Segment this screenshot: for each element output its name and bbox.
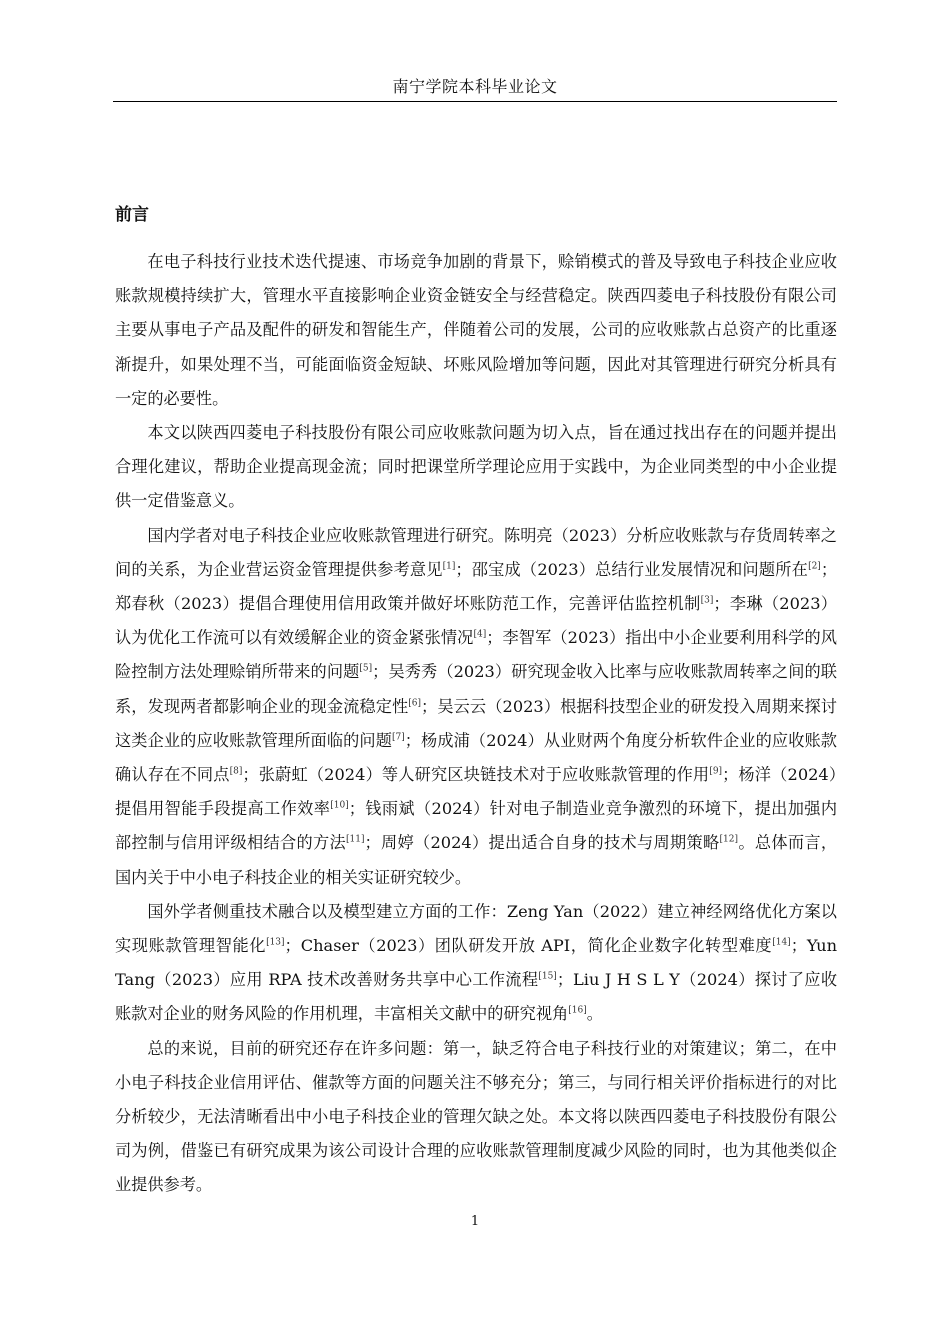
paragraph-text: ；李琳（2023）认为优化工作流可以有效缓解企业的资金紧张情况	[115, 594, 837, 648]
paragraph-text: 本文以陕西四菱电子科技股份有限公司应收账款问题为切入点，旨在通过找出存在的问题并提出合理化建议，帮助企业提高现金流；同时把课堂所学理论应用于实践中，为企业同类型的中小企业提供一定借鉴意义。	[115, 423, 837, 511]
citation-ref: [14]	[772, 937, 791, 948]
citation-ref: [13]	[266, 937, 285, 948]
citation-ref: [4]	[473, 629, 487, 640]
paragraph-text: 国内学者对电子科技企业应收账款管理进行研究。陈明亮（2023）分析应收账款与存货周转率之间的关系，为企业营运资金管理提供参考意见	[115, 525, 837, 579]
page-number: 1	[470, 1214, 480, 1229]
running-header: 南宁学院本科毕业论文	[392, 77, 558, 96]
paragraph-text: ；杨洋（2024）提倡用智能手段提高工作效率	[115, 765, 838, 819]
paragraph-text: 在电子科技行业技术迭代提速、市场竞争加剧的背景下，赊销模式的普及导致电子科技企业应收账款规模持续扩大，管理水平直接影响企业资金链安全与经营稳定。陕西四菱电子科技股份有限公司主要从事电子产品及配件的研发和智能生产，伴随着公司的发展，公司的应收账款占总资产的比重逐渐提升，如果处理不当，可能面临资金短缺、坏账风险增加等问题，因此对其管理进行研究分析具有一定的必要性。	[115, 252, 837, 408]
citation-ref: [3]	[700, 595, 714, 606]
paragraph	[115, 895, 837, 1032]
paragraph-text: 总的来说，目前的研究还存在许多问题：第一，缺乏符合电子科技行业的对策建议；第二，在中小电子科技企业信用评估、催款等方面的问题关注不够充分；第三，与同行相关评价指标进行的对比分析较少，无法清晰看出中小电子科技企业的管理欠缺之处。本文将以陕西四菱电子科技股份有限公司为例，借鉴已有研究成果为该公司设计合理的应收账款管理制度减少风险的同时，也为其他类似企业提供参考。	[115, 1038, 837, 1195]
paragraph-text: 。	[586, 1004, 603, 1024]
paragraph	[115, 245, 837, 416]
paragraph	[115, 1032, 837, 1203]
paragraph-text: ；张蔚虹（2024）等人研究区块链技术对于应收账款管理的作用	[242, 765, 710, 785]
citation-ref: [2]	[808, 561, 821, 572]
paragraph-text: ；吴秀秀（2023）研究现金收入比率与应收账款周转率之间的联系，发现两者都影响企业的现金流稳定性	[115, 662, 837, 716]
header-rule	[113, 101, 837, 102]
citation-ref: [9]	[709, 766, 723, 777]
paragraph-text: ；Liu J H S L Y（2024）探讨了应收账款对企业的财务风险的作用机理，丰富相关文献中的研究视角	[115, 970, 837, 1024]
citation-ref: [10]	[330, 800, 349, 811]
citation-ref: [5]	[359, 664, 373, 675]
paragraph-text: ；Yun Tang（2023）应用 RPA 技术改善财务共享中心工作流程	[115, 936, 838, 990]
citation-ref: [16]	[568, 1006, 587, 1017]
paragraph-text: 国外学者侧重技术融合以及模型建立方面的工作：Zeng Yan（2022）建立神经网络优化方案以实现账款管理智能化	[115, 901, 837, 956]
citation-ref: [12]	[719, 835, 738, 846]
paragraph-text: ；邵宝成（2023）总结行业发展情况和问题所在	[455, 559, 809, 579]
section-title: 前言	[115, 205, 149, 225]
paragraph-text: ；周婷（2024）提出适合自身的技术与周期策略	[364, 833, 720, 853]
citation-ref: [11]	[346, 835, 365, 846]
paragraph	[115, 519, 837, 895]
paragraph-text: ；钱雨斌（2024）针对电子制造业竞争激烈的环境下，提出加强内部控制与信用评级相结合的方法	[115, 799, 838, 853]
paragraph	[115, 416, 837, 519]
paragraph-text: ；吴云云（2023）根据科技型企业的研发投入周期来探讨这类企业的应收账款管理所面临的问题	[115, 696, 837, 750]
paragraph-text: ；杨成浦（2024）从业财两个角度分析软件企业的应收账款确认存在不同点	[115, 730, 837, 785]
citation-ref: [6]	[408, 698, 422, 709]
citation-ref: [15]	[538, 971, 557, 982]
body-text	[115, 245, 837, 1203]
citation-ref: [1]	[442, 561, 456, 572]
citation-ref: [8]	[229, 766, 243, 777]
paragraph-text: ；李智军（2023）指出中小企业要利用科学的风险控制方法处理赊销所带来的问题	[115, 628, 837, 682]
paragraph-text: 。总体而言，国内关于中小电子科技企业的相关实证研究较少。	[115, 833, 838, 887]
citation-ref: [7]	[392, 732, 405, 743]
paragraph-text: ；Chaser（2023）团队研发开放 API，简化企业数字化转型难度	[284, 936, 773, 956]
paragraph-text: ；郑春秋（2023）提倡合理使用信用政策并做好坏账防范工作，完善评估监控机制	[115, 559, 837, 614]
